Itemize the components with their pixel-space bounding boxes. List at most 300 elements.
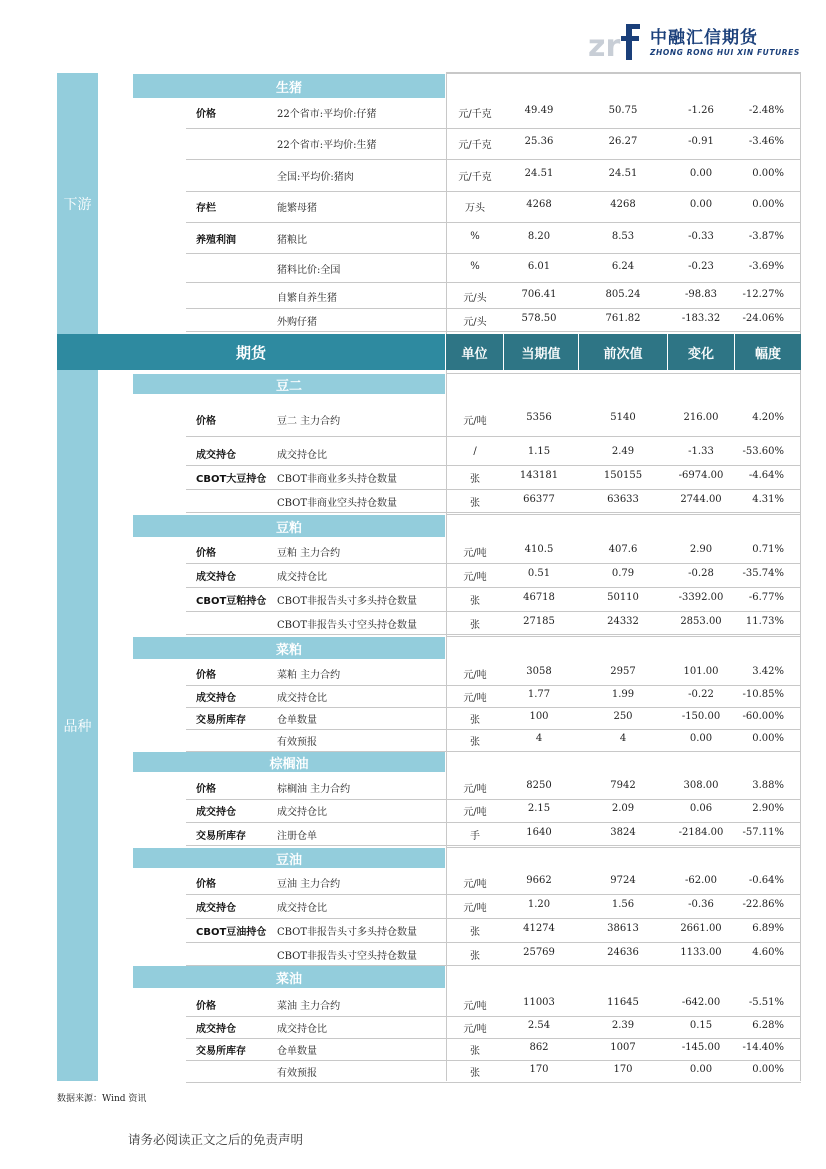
row-category: 存栏 — [196, 203, 216, 214]
row-pct-change: -0.64% — [748, 875, 784, 886]
section-title-bar — [133, 966, 445, 988]
table-row — [0, 446, 826, 460]
row-unit: 元/吨 — [463, 784, 487, 795]
row-previous-value: 150155 — [603, 470, 643, 481]
section-title: 豆粕 — [275, 520, 302, 536]
row-category: 价格 — [196, 416, 216, 427]
section-title-bar — [133, 374, 445, 394]
row-current-value: 25769 — [523, 947, 555, 958]
row-divider — [186, 282, 801, 283]
row-divider — [186, 942, 801, 943]
row-unit: 张 — [470, 715, 480, 726]
section-title: 生猪 — [275, 80, 302, 96]
row-unit: 元/千克 — [458, 140, 492, 151]
row-current-value: 706.41 — [521, 289, 557, 300]
table-row — [0, 494, 826, 508]
row-pct-change: -3.87% — [748, 231, 784, 242]
row-change: -150.00 — [681, 711, 721, 722]
row-unit: % — [470, 231, 480, 242]
row-category: 价格 — [196, 548, 216, 559]
row-unit: 手 — [470, 831, 480, 842]
row-pct-change: -53.60% — [742, 446, 784, 457]
row-indicator: 能繁母猪 — [277, 203, 317, 214]
table-row — [0, 1020, 826, 1034]
row-divider — [446, 751, 801, 752]
row-previous-value: 11645 — [607, 997, 639, 1008]
row-pct-change: 11.73% — [745, 616, 784, 627]
row-current-value: 25.36 — [524, 136, 554, 147]
row-previous-value: 1007 — [610, 1042, 636, 1053]
row-change: -0.33 — [688, 231, 714, 242]
row-pct-change: -5.51% — [748, 997, 784, 1008]
row-pct-change: 0.71% — [752, 544, 784, 555]
row-unit: 元/吨 — [463, 693, 487, 704]
row-unit: 张 — [470, 737, 480, 748]
row-change: 2744.00 — [680, 494, 722, 505]
row-divider — [186, 822, 801, 823]
row-change: -6974.00 — [678, 470, 724, 481]
row-unit: 元/吨 — [463, 572, 487, 583]
row-current-value: 2.54 — [527, 1020, 551, 1031]
futures-header — [57, 334, 801, 370]
logo-cn-name: 中融汇信期货 — [650, 28, 758, 48]
row-previous-value: 2.39 — [611, 1020, 635, 1031]
row-divider — [186, 707, 801, 708]
row-divider — [186, 253, 801, 254]
row-divider — [446, 514, 801, 515]
row-divider — [446, 965, 801, 966]
row-previous-value: 407.6 — [608, 544, 638, 555]
row-pct-change: 4.20% — [752, 412, 784, 423]
row-change: -62.00 — [684, 875, 717, 886]
row-change: -0.91 — [688, 136, 714, 147]
row-category: 价格 — [196, 879, 216, 890]
row-divider — [186, 685, 801, 686]
row-pct-change: -3.69% — [748, 261, 784, 272]
row-category: 成交持仓 — [196, 572, 236, 583]
row-divider — [186, 845, 801, 846]
row-indicator: 菜粕 主力合约 — [277, 670, 341, 681]
row-indicator: 22个省市:平均价:仔猪 — [277, 109, 377, 120]
row-change: 0.00 — [689, 168, 713, 179]
row-indicator: 全国:平均价:猪肉 — [277, 172, 354, 183]
row-change: 0.00 — [689, 733, 713, 744]
row-unit: 万头 — [465, 203, 485, 214]
row-unit: 张 — [470, 951, 480, 962]
row-change: -145.00 — [681, 1042, 721, 1053]
header-unit: 单位 — [446, 334, 503, 370]
row-current-value: 4268 — [526, 199, 552, 210]
row-current-value: 8250 — [526, 780, 552, 791]
table-row — [0, 592, 826, 606]
row-indicator: 菜油 主力合约 — [277, 1001, 341, 1012]
row-previous-value: 1.56 — [611, 899, 635, 910]
table-row — [0, 616, 826, 630]
row-previous-value: 7942 — [610, 780, 636, 791]
section-title-bar — [133, 637, 445, 659]
row-indicator: 仓单数量 — [277, 1046, 317, 1057]
header-previous: 前次值 — [579, 334, 667, 370]
zrf-logo-icon — [588, 20, 644, 62]
row-indicator: CBOT非报告头寸空头持仓数量 — [277, 951, 418, 962]
row-pct-change: -22.86% — [742, 899, 784, 910]
row-current-value: 1.15 — [527, 446, 551, 457]
row-pct-change: -4.64% — [748, 470, 784, 481]
row-divider — [186, 611, 801, 612]
row-unit: 元/吨 — [463, 670, 487, 681]
row-indicator: 有效预报 — [277, 1068, 317, 1079]
row-category: 交易所库存 — [196, 1046, 246, 1057]
row-current-value: 8.20 — [527, 231, 551, 242]
row-change: -642.00 — [681, 997, 721, 1008]
section-title-bar — [133, 848, 445, 868]
row-indicator: 仓单数量 — [277, 715, 317, 726]
row-change: -1.33 — [688, 446, 714, 457]
disclaimer-text: 请务必阅读正文之后的免责声明 — [128, 1132, 304, 1147]
row-divider — [186, 729, 801, 730]
row-current-value: 27185 — [523, 616, 555, 627]
section-title: 豆油 — [275, 852, 302, 868]
row-indicator: 猪料比价:全国 — [277, 265, 341, 276]
row-unit: 张 — [470, 1068, 480, 1079]
row-category: 成交持仓 — [196, 450, 236, 461]
row-indicator: CBOT非报告头寸多头持仓数量 — [277, 927, 418, 938]
row-change: 2661.00 — [680, 923, 722, 934]
row-previous-value: 5140 — [610, 412, 636, 423]
table-row — [0, 875, 826, 889]
row-previous-value: 24636 — [607, 947, 639, 958]
row-pct-change: 2.90% — [752, 803, 784, 814]
row-pct-change: -6.77% — [748, 592, 784, 603]
row-change: 308.00 — [683, 780, 719, 791]
row-divider — [446, 636, 801, 637]
row-indicator: 成交持仓比 — [277, 1024, 327, 1035]
row-unit: 张 — [470, 1046, 480, 1057]
row-change: -3392.00 — [678, 592, 724, 603]
row-previous-value: 805.24 — [605, 289, 641, 300]
row-previous-value: 8.53 — [611, 231, 635, 242]
table-row — [0, 470, 826, 484]
row-category: 交易所库存 — [196, 831, 246, 842]
row-category: 成交持仓 — [196, 693, 236, 704]
row-previous-value: 0.79 — [611, 568, 635, 579]
row-unit: 张 — [470, 620, 480, 631]
table-row — [0, 412, 826, 426]
row-unit: 张 — [470, 498, 480, 509]
row-previous-value: 26.27 — [608, 136, 638, 147]
row-pct-change: 6.28% — [752, 1020, 784, 1031]
row-indicator: 成交持仓比 — [277, 807, 327, 818]
row-previous-value: 50.75 — [608, 105, 638, 116]
row-category: CBOT豆油持仓 — [196, 927, 267, 938]
row-current-value: 5356 — [526, 412, 552, 423]
row-category: CBOT豆粕持仓 — [196, 596, 267, 607]
row-change: -183.32 — [681, 313, 721, 324]
section-title: 豆二 — [275, 378, 302, 394]
row-unit: / — [473, 446, 477, 457]
data-source-note: 数据来源：Wind 资讯 — [57, 1094, 147, 1104]
row-unit: 张 — [470, 927, 480, 938]
row-indicator: 棕榈油 主力合约 — [277, 784, 351, 795]
row-previous-value: 761.82 — [605, 313, 641, 324]
row-previous-value: 24332 — [607, 616, 639, 627]
table-row — [0, 313, 826, 327]
row-indicator: CBOT非报告头寸多头持仓数量 — [277, 596, 418, 607]
row-indicator: 豆二 主力合约 — [277, 416, 341, 427]
row-current-value: 46718 — [523, 592, 555, 603]
row-category: 成交持仓 — [196, 903, 236, 914]
row-divider — [186, 308, 801, 309]
row-change: 0.06 — [689, 803, 713, 814]
row-current-value: 66377 — [523, 494, 555, 505]
row-unit: 元/千克 — [458, 109, 492, 120]
futures-header-label: 期货 — [57, 334, 445, 370]
row-change: -2184.00 — [678, 827, 724, 838]
row-indicator: CBOT非报告头寸空头持仓数量 — [277, 620, 418, 631]
row-pct-change: -10.85% — [742, 689, 784, 700]
table-row — [0, 1064, 826, 1078]
row-category: 价格 — [196, 670, 216, 681]
row-change: 0.00 — [689, 199, 713, 210]
row-pct-change: 0.00% — [752, 1064, 784, 1075]
row-current-value: 11003 — [523, 997, 555, 1008]
row-category: 成交持仓 — [196, 1024, 236, 1035]
row-change: 2.90 — [689, 544, 713, 555]
row-change: -0.23 — [688, 261, 714, 272]
header-current: 当期值 — [504, 334, 578, 370]
table-row — [0, 947, 826, 961]
row-current-value: 1.77 — [527, 689, 551, 700]
row-change: 1133.00 — [680, 947, 722, 958]
row-current-value: 24.51 — [524, 168, 554, 179]
row-divider — [186, 894, 801, 895]
row-current-value: 3058 — [526, 666, 552, 677]
row-divider — [186, 436, 801, 437]
table-row — [0, 568, 826, 582]
table-row — [0, 105, 826, 119]
row-unit: 元/吨 — [463, 548, 487, 559]
row-pct-change: 4.60% — [752, 947, 784, 958]
row-current-value: 170 — [529, 1064, 549, 1075]
row-previous-value: 9724 — [610, 875, 636, 886]
row-divider — [446, 73, 801, 74]
row-unit: 元/头 — [463, 293, 487, 304]
row-previous-value: 38613 — [607, 923, 639, 934]
row-category: 价格 — [196, 784, 216, 795]
row-pct-change: 0.00% — [752, 199, 784, 210]
row-divider — [186, 512, 801, 513]
row-divider — [186, 587, 801, 588]
row-indicator: 成交持仓比 — [277, 450, 327, 461]
table-row — [0, 136, 826, 150]
row-category: 成交持仓 — [196, 807, 236, 818]
row-change: -0.28 — [688, 568, 714, 579]
row-divider — [186, 159, 801, 160]
table-row — [0, 997, 826, 1011]
table-row — [0, 544, 826, 558]
row-pct-change: -3.46% — [748, 136, 784, 147]
row-category: 价格 — [196, 109, 216, 120]
row-indicator: 成交持仓比 — [277, 572, 327, 583]
row-divider — [186, 331, 801, 332]
table-row — [0, 289, 826, 303]
row-indicator: 成交持仓比 — [277, 693, 327, 704]
row-pct-change: 6.89% — [752, 923, 784, 934]
row-pct-change: -60.00% — [742, 711, 784, 722]
row-indicator: 外购仔猪 — [277, 317, 317, 328]
row-current-value: 4 — [535, 733, 543, 744]
company-logo — [588, 20, 800, 62]
row-change: 216.00 — [683, 412, 719, 423]
row-current-value: 0.51 — [527, 568, 551, 579]
row-category: 价格 — [196, 1001, 216, 1012]
row-category: 交易所库存 — [196, 715, 246, 726]
row-unit: 张 — [470, 474, 480, 485]
row-previous-value: 3824 — [610, 827, 636, 838]
row-previous-value: 1.99 — [611, 689, 635, 700]
table-row — [0, 199, 826, 213]
row-indicator: 豆粕 主力合约 — [277, 548, 341, 559]
row-unit: 元/吨 — [463, 416, 487, 427]
row-current-value: 2.15 — [527, 803, 551, 814]
row-unit: 元/吨 — [463, 903, 487, 914]
section-title: 菜油 — [275, 971, 302, 987]
row-current-value: 49.49 — [524, 105, 554, 116]
row-change: 2853.00 — [680, 616, 722, 627]
row-divider — [186, 1016, 801, 1017]
row-pct-change: -2.48% — [748, 105, 784, 116]
row-unit: 元/吨 — [463, 807, 487, 818]
table-row — [0, 231, 826, 245]
row-unit: 张 — [470, 596, 480, 607]
sidebar-variety-label: 品种 — [63, 718, 92, 735]
svg-text:zr: zr — [588, 29, 621, 62]
column-divider — [800, 73, 801, 334]
row-divider — [186, 191, 801, 192]
row-current-value: 143181 — [519, 470, 559, 481]
section-title-bar — [133, 74, 445, 98]
row-current-value: 862 — [529, 1042, 549, 1053]
table-row — [0, 666, 826, 680]
table-row — [0, 689, 826, 703]
row-previous-value: 2.49 — [611, 446, 635, 457]
row-previous-value: 63633 — [607, 494, 639, 505]
row-previous-value: 250 — [613, 711, 633, 722]
row-pct-change: 3.88% — [752, 780, 784, 791]
table-row — [0, 168, 826, 182]
row-current-value: 41274 — [523, 923, 555, 934]
row-indicator: 自繁自养生猪 — [277, 293, 337, 304]
row-current-value: 1640 — [526, 827, 552, 838]
row-previous-value: 4268 — [610, 199, 636, 210]
row-change: -98.83 — [684, 289, 717, 300]
table-top-border — [446, 72, 801, 73]
row-indicator: 有效预报 — [277, 737, 317, 748]
row-pct-change: -57.11% — [742, 827, 784, 838]
row-previous-value: 170 — [613, 1064, 633, 1075]
row-current-value: 6.01 — [527, 261, 551, 272]
row-divider — [186, 1060, 801, 1061]
sidebar-downstream-label: 下游 — [63, 196, 92, 213]
row-previous-value: 2.09 — [611, 803, 635, 814]
section-title: 菜粕 — [275, 642, 302, 658]
row-divider — [186, 465, 801, 466]
row-indicator: CBOT非商业空头持仓数量 — [277, 498, 398, 509]
row-indicator: 注册仓单 — [277, 831, 317, 842]
table-row — [0, 803, 826, 817]
row-pct-change: -35.74% — [742, 568, 784, 579]
row-divider — [446, 847, 801, 848]
column-divider — [446, 73, 447, 334]
table-row — [0, 923, 826, 937]
row-change: -0.36 — [688, 899, 714, 910]
row-change: 0.00 — [689, 1064, 713, 1075]
row-divider — [186, 222, 801, 223]
column-divider — [800, 370, 801, 1081]
table-row — [0, 1042, 826, 1056]
row-previous-value: 4 — [619, 733, 627, 744]
row-previous-value: 50110 — [607, 592, 639, 603]
section-title-bar — [133, 752, 445, 772]
row-category: 养殖利润 — [196, 235, 236, 246]
row-change: 0.15 — [689, 1020, 713, 1031]
row-current-value: 9662 — [526, 875, 552, 886]
row-indicator: 22个省市:平均价:生猪 — [277, 140, 377, 151]
row-pct-change: 3.42% — [752, 666, 784, 677]
section-title-bar — [133, 515, 445, 537]
row-previous-value: 2957 — [610, 666, 636, 677]
table-row — [0, 899, 826, 913]
row-change: -1.26 — [688, 105, 714, 116]
row-current-value: 100 — [529, 711, 549, 722]
row-current-value: 578.50 — [521, 313, 557, 324]
row-category: CBOT大豆持仓 — [196, 474, 267, 485]
row-divider — [186, 918, 801, 919]
row-unit: 元/头 — [463, 317, 487, 328]
row-divider — [186, 1038, 801, 1039]
row-divider — [186, 563, 801, 564]
row-indicator: 豆油 主力合约 — [277, 879, 341, 890]
table-row — [0, 711, 826, 725]
row-unit: 元/吨 — [463, 879, 487, 890]
logo-en-name: ZHONG RONG HUI XIN FUTURES — [650, 48, 800, 57]
row-indicator: CBOT非商业多头持仓数量 — [277, 474, 398, 485]
row-divider — [186, 799, 801, 800]
header-pct: 幅度 — [735, 334, 801, 370]
row-pct-change: 4.31% — [752, 494, 784, 505]
row-pct-change: -24.06% — [742, 313, 784, 324]
table-row — [0, 261, 826, 275]
row-previous-value: 24.51 — [608, 168, 638, 179]
table-row — [0, 827, 826, 841]
row-unit: 元/千克 — [458, 172, 492, 183]
row-indicator: 成交持仓比 — [277, 903, 327, 914]
row-previous-value: 6.24 — [611, 261, 635, 272]
row-current-value: 410.5 — [524, 544, 554, 555]
row-change: -0.22 — [688, 689, 714, 700]
row-pct-change: 0.00% — [752, 733, 784, 744]
row-unit: 元/吨 — [463, 1001, 487, 1012]
row-unit: % — [470, 261, 480, 272]
column-divider — [446, 370, 447, 1081]
row-divider — [186, 1082, 801, 1083]
row-unit: 元/吨 — [463, 1024, 487, 1035]
row-current-value: 1.20 — [527, 899, 551, 910]
row-indicator: 猪粮比 — [277, 235, 307, 246]
row-divider — [186, 489, 801, 490]
row-divider — [186, 128, 801, 129]
row-pct-change: -14.40% — [742, 1042, 784, 1053]
